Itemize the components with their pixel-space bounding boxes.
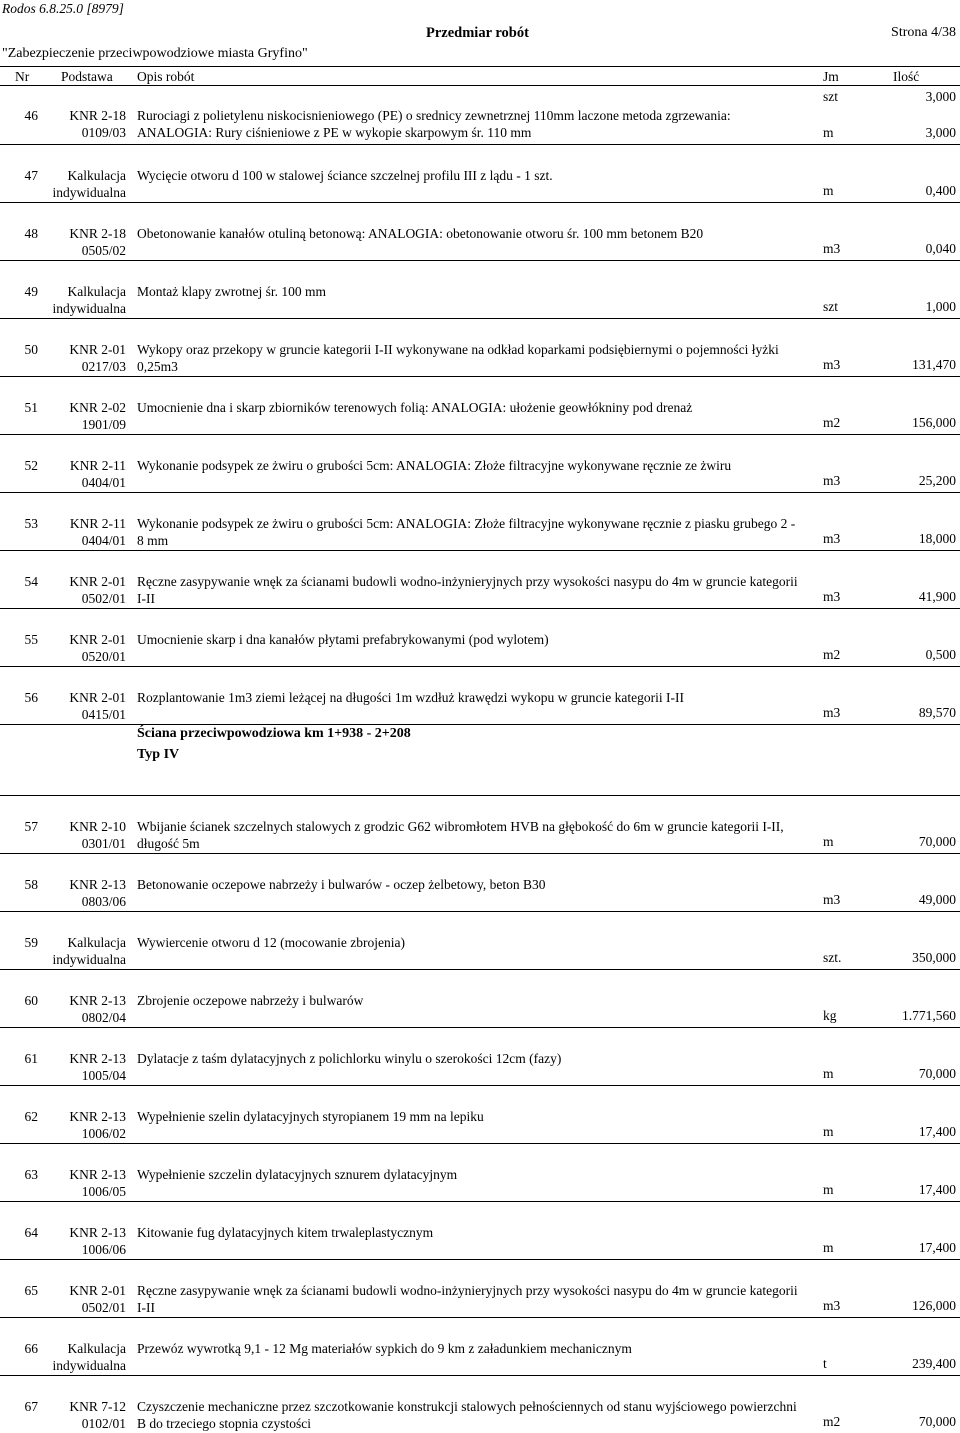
row-quantity: 156,000	[912, 415, 956, 430]
row-basis: KNR 2-01 0502/01	[69, 1283, 126, 1315]
row-quantity: 0,040	[925, 241, 956, 256]
row-description: Betonowanie oczepowe nabrzeży i bulwarów - oczep żelbetowy, beton B30	[137, 877, 546, 892]
row-description: Wypełnienie szelin dylatacyjnych styropianem 19 mm na lepiku	[137, 1109, 484, 1124]
project-name: "Zabezpieczenie przeciwpowodziowe miasta Gryfino"	[2, 46, 308, 61]
row-number: 67	[24, 1399, 38, 1414]
row-unit: m	[823, 834, 834, 849]
row-number: 53	[24, 516, 38, 531]
row-quantity: 70,000	[918, 1414, 956, 1429]
row-number: 62	[24, 1109, 38, 1124]
row-description: Umocnienie dna i skarp zbiorników terenowych folią: ANALOGIA: ułożenie geowłókniny pod drenaż	[137, 400, 693, 415]
row-number: 57	[24, 819, 38, 834]
col-nr-header: Nr	[15, 69, 30, 84]
row-number: 65	[24, 1283, 38, 1298]
row-description: Wbijanie ścianek szczelnych stalowych z grodzic G62 wibromłotem HVB na głębokość do 6m w gruncie kategorii I-II, długość 5m	[137, 819, 784, 851]
row-description: Ręczne zasypywanie wnęk za ścianami budowli wodno-inżynieryjnych przy wysokości nasypu do 4m w gruncie kategorii I-II	[137, 574, 798, 606]
row-unit: m	[823, 1124, 834, 1139]
row-quantity: 131,470	[912, 357, 956, 372]
row-unit: m3	[823, 531, 841, 546]
row-description: Kitowanie fug dylatacyjnych kitem trwaleplastycznym	[137, 1225, 434, 1240]
row-description: Wykonanie podsypek ze żwiru o grubości 5cm: ANALOGIA: Złoże filtracyjne wykonywane ręcznie z piasku grubego 2 - 8 mm	[137, 516, 796, 548]
carry-over-row	[0, 86, 960, 106]
row-unit: m3	[823, 241, 841, 256]
row-quantity: 41,900	[918, 589, 956, 604]
table-header	[0, 66, 960, 86]
row-unit: m2	[823, 647, 841, 662]
row-basis: KNR 2-18 0505/02	[69, 226, 126, 258]
table-row	[0, 608, 960, 666]
table-row	[0, 144, 960, 202]
table-row	[0, 492, 960, 550]
row-unit: m	[823, 125, 834, 140]
row-unit: m2	[823, 1414, 841, 1429]
row-basis: KNR 7-12 0102/01	[69, 1399, 126, 1431]
section-header	[0, 724, 960, 795]
row-unit: m	[823, 1066, 834, 1081]
carry-over-quantity: 3,000	[925, 89, 956, 104]
row-number: 54	[24, 574, 38, 589]
table-row	[0, 1027, 960, 1085]
row-basis: KNR 2-13 1005/04	[69, 1051, 126, 1083]
row-quantity: 1,000	[925, 299, 956, 314]
document-title: Przedmiar robót	[426, 25, 529, 41]
row-unit: m3	[823, 1298, 841, 1313]
table-row	[0, 1375, 960, 1433]
row-basis: KNR 2-13 0803/06	[69, 877, 126, 909]
app-version: Rodos 6.8.25.0 [8979]	[2, 1, 124, 16]
row-basis: KNR 2-01 0415/01	[69, 690, 126, 722]
col-unit-header: Jm	[823, 69, 839, 84]
row-unit: m	[823, 183, 834, 198]
row-basis: KNR 2-01 0520/01	[69, 632, 126, 664]
table-row	[0, 550, 960, 608]
table-row	[0, 1143, 960, 1201]
row-description: Ręczne zasypywanie wnęk za ścianami budowli wodno-inżynieryjnych przy wysokości nasypu do 4m w gruncie kategorii I-II	[137, 1283, 798, 1315]
row-description: Montaż klapy zwrotnej śr. 100 mm	[137, 284, 326, 299]
row-basis: KNR 2-02 1901/09	[69, 400, 126, 432]
row-quantity: 25,200	[918, 473, 956, 488]
row-number: 66	[24, 1341, 38, 1356]
row-quantity: 17,400	[918, 1124, 956, 1139]
table-row	[0, 1259, 960, 1317]
row-description: Wywiercenie otworu d 12 (mocowanie zbrojenia)	[137, 935, 405, 950]
row-unit: m	[823, 1182, 834, 1197]
row-basis: Kalkulacja indywidualna	[52, 935, 126, 967]
row-number: 51	[24, 400, 38, 415]
table-row	[0, 1085, 960, 1143]
row-unit: m3	[823, 892, 841, 907]
row-basis: KNR 2-01 0502/01	[69, 574, 126, 606]
row-description: Czyszczenie mechaniczne przez szczotkowanie konstrukcji stalowych pełnościennych od stanu wyjściowego powierzchni B do trzeciego stopnia czystości	[137, 1399, 797, 1431]
table-row	[0, 1201, 960, 1259]
row-unit: t	[823, 1356, 827, 1371]
table-row	[0, 666, 960, 724]
row-quantity: 126,000	[912, 1298, 956, 1313]
row-number: 63	[24, 1167, 38, 1182]
row-basis: KNR 2-11 0404/01	[69, 458, 126, 490]
row-unit: m3	[823, 589, 841, 604]
row-number: 60	[24, 993, 38, 1008]
row-number: 52	[24, 458, 38, 473]
row-description: Przewóz wywrotką 9,1 - 12 Mg materiałów sypkich do 9 km z załadunkiem mechanicznym	[137, 1341, 632, 1356]
row-description: Obetonowanie kanałów otuliną betonową: ANALOGIA: obetonowanie otworu śr. 100 mm betonem B20	[137, 226, 704, 241]
row-quantity: 89,570	[918, 705, 956, 720]
row-description: Wypełnienie szczelin dylatacyjnych sznurem dylatacyjnym	[137, 1167, 458, 1182]
row-unit: m3	[823, 705, 841, 720]
row-unit: m3	[823, 357, 841, 372]
row-unit: m2	[823, 415, 841, 430]
row-quantity: 49,000	[918, 892, 956, 907]
row-number: 46	[24, 108, 38, 123]
row-quantity: 3,000	[925, 125, 956, 140]
table-row	[0, 969, 960, 1027]
row-quantity: 1.771,560	[902, 1008, 956, 1023]
row-quantity: 350,000	[912, 950, 956, 965]
table-row	[0, 434, 960, 492]
row-quantity: 70,000	[918, 1066, 956, 1081]
row-basis: KNR 2-18 0109/03	[69, 108, 126, 140]
row-unit: szt	[823, 299, 838, 314]
row-number: 48	[24, 226, 38, 241]
carry-over-unit: szt	[823, 89, 838, 104]
row-unit: kg	[823, 1008, 837, 1023]
row-number: 59	[24, 935, 38, 950]
table-row	[0, 911, 960, 969]
table-row	[0, 318, 960, 376]
table-row	[0, 260, 960, 318]
row-basis: KNR 2-13 1006/06	[69, 1225, 126, 1257]
row-number: 49	[24, 284, 38, 299]
row-number: 55	[24, 632, 38, 647]
row-quantity: 239,400	[912, 1356, 956, 1371]
row-unit: m	[823, 1240, 834, 1255]
section-title: Ściana przeciwpowodziowa km 1+938 - 2+208	[137, 726, 411, 741]
row-basis: KNR 2-11 0404/01	[69, 516, 126, 548]
row-basis: Kalkulacja indywidualna	[52, 168, 126, 200]
row-description: Wycięcie otworu d 100 w stalowej ściance szczelnej profilu III z lądu - 1 szt.	[137, 168, 553, 183]
row-quantity: 18,000	[918, 531, 956, 546]
row-number: 50	[24, 342, 38, 357]
row-basis: KNR 2-10 0301/01	[69, 819, 126, 851]
row-number: 64	[24, 1225, 38, 1240]
row-number: 56	[24, 690, 38, 705]
row-description: Umocnienie skarp i dna kanałów płytami prefabrykowanymi (pod wylotem)	[137, 632, 549, 647]
row-description: Wykopy oraz przekopy w gruncie kategorii I-II wykonywane na odkład koparkami podsiębiernymi o pojemności łyżki 0,25m3	[137, 342, 779, 374]
col-base-header: Podstawa	[61, 69, 113, 84]
row-description: Rurociagi z polietylenu niskocisnieniowego (PE) o srednicy zewnetrznej 110mm laczone metoda zgrzewania: ANALOGIA: Rury ciśnieniowe z PE w wykopie skarpowym śr. 110 mm	[137, 108, 731, 140]
row-quantity: 17,400	[918, 1182, 956, 1197]
row-basis: KNR 2-13 0802/04	[69, 993, 126, 1025]
table-row	[0, 795, 960, 853]
table-row	[0, 202, 960, 260]
row-basis: Kalkulacja indywidualna	[52, 1341, 126, 1373]
page-number: Strona 4/38	[891, 25, 956, 40]
row-basis: KNR 2-13 1006/05	[69, 1167, 126, 1199]
row-basis: KNR 2-13 1006/02	[69, 1109, 126, 1141]
row-number: 61	[24, 1051, 38, 1066]
col-qty-header: Ilość	[893, 69, 920, 84]
row-description: Rozplantowanie 1m3 ziemi leżącej na długości 1m wzdłuż krawędzi wykopu w gruncie kategorii I-II	[137, 690, 684, 705]
row-unit: szt.	[823, 950, 842, 965]
table-row	[0, 1317, 960, 1375]
table-row	[0, 376, 960, 434]
section-subtitle: Typ IV	[137, 747, 180, 762]
row-description: Wykonanie podsypek ze żwiru o grubości 5cm: ANALOGIA: Złoże filtracyjne wykonywane ręcznie ze żwiru	[137, 458, 732, 473]
col-desc-header: Opis robót	[137, 69, 195, 84]
row-unit: m3	[823, 473, 841, 488]
row-quantity: 0,400	[925, 183, 956, 198]
row-basis: Kalkulacja indywidualna	[52, 284, 126, 316]
row-quantity: 0,500	[925, 647, 956, 662]
row-number: 58	[24, 877, 38, 892]
row-description: Zbrojenie oczepowe nabrzeży i bulwarów	[137, 993, 364, 1008]
row-quantity: 17,400	[918, 1240, 956, 1255]
row-quantity: 70,000	[918, 834, 956, 849]
row-number: 47	[24, 168, 38, 183]
table-row	[0, 853, 960, 911]
row-basis: KNR 2-01 0217/03	[69, 342, 126, 374]
row-description: Dylatacje z taśm dylatacyjnych z polichlorku winylu o szerokości 12cm (fazy)	[137, 1051, 562, 1066]
